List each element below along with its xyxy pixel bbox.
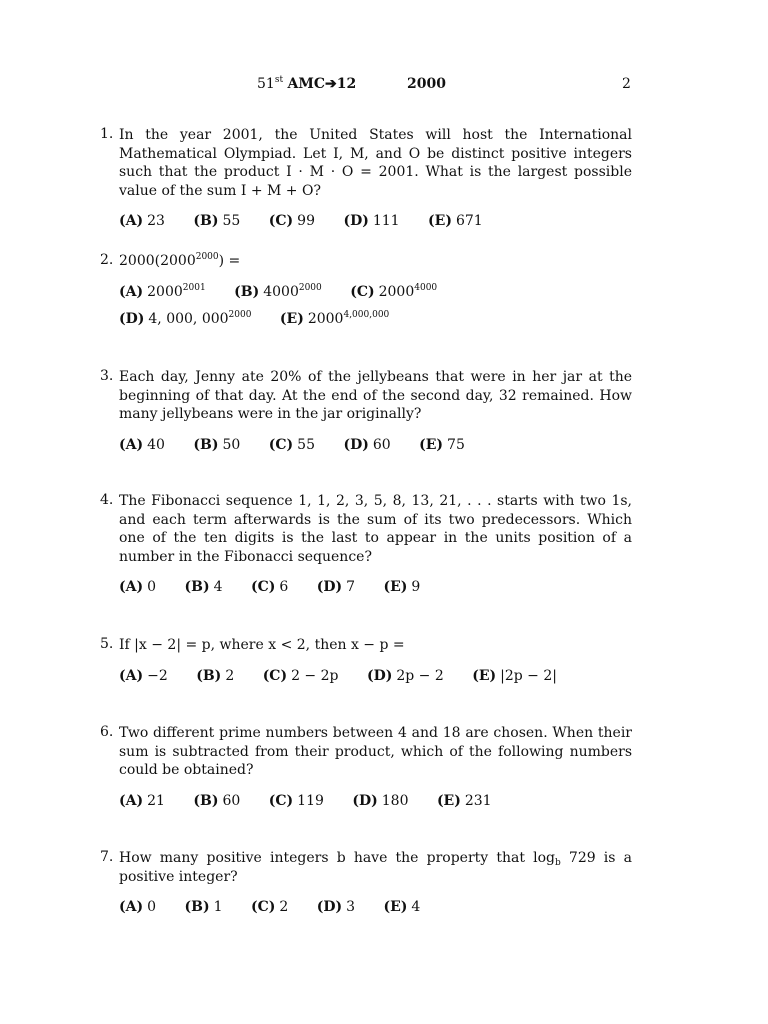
choice-d: (D) 180 [352,792,409,809]
problem-4 [100,492,632,596]
choice-c: (C) 2 − 2p [262,667,339,684]
answer-choices [119,436,632,454]
problem-number: 5. [100,636,114,652]
choice-e: (E) 671 [428,213,483,229]
choice-e: (E) 231 [436,792,492,809]
choice-b: (B) 4 [184,579,223,595]
problem-number: 6. [100,724,114,740]
problem-number: 7. [100,849,114,865]
contest-year: 2000 [407,76,446,92]
choice-d: (D) 4, 000, $000^{2000}$ [119,309,252,327]
problem-3 [100,368,632,454]
problem-2 [100,252,632,337]
page-number: 2 [622,76,631,92]
problem-number: 2. [100,252,114,268]
choice-a: (A) 40 [119,436,165,453]
contest-title: 51st AMC➔12 [257,75,357,92]
choice-c: (C) 6 [250,579,289,595]
choice-b: (B) 2 [196,667,235,684]
choice-c: (C) $2000^{4000}$ [350,282,438,300]
choice-c: (C) 2 [250,899,289,915]
problem-text: If |x − 2| = p, where x < 2, then x − p = [119,637,405,653]
choice-e: (E) 2000$^{4,000,000}$ [279,309,390,327]
choice-e: (E) 75 [419,436,465,453]
page-header [0,76,768,98]
problem-6 [100,724,632,810]
answer-choices [119,792,632,810]
choice-b: (B) $4000^{2000}$ [234,282,322,300]
problem-text: In the year 2001, the United States will host the International Mathematical Olympiad. Let I, M, and O be distinct positive integers such that the product I · M · O = 2001. What is the largest possible value of the sum I + M + O? [119,127,632,199]
problem-1 [100,126,632,230]
problem-7 [100,849,632,916]
answer-choices [119,283,632,328]
choice-a: (A) 23 [119,213,165,229]
answer-choices [119,212,632,230]
choice-d: (D) 2p − 2 [366,667,444,684]
problem-text: Two different prime numbers between 4 and 18 are chosen. When their sum is subtracted from their product, which of the following numbers could be obtained? [119,725,632,778]
choice-b: (B) 55 [193,213,241,229]
choice-a: (A) 0 [119,899,157,915]
problem-text: Each day, Jenny ate 20% of the jellybeans that were in her jar at the beginning of that day. At the end of the second day, 32 remained. How many jellybeans were in the jar originally? [119,369,632,422]
choice-a: (A) $2000^{2001}$ [119,282,206,300]
choice-b: (B) 50 [193,436,241,453]
choice-d: (D) 7 [316,579,356,595]
choice-d: (D) 3 [316,899,356,915]
problem-number: 1. [100,126,114,142]
answer-choices [119,898,632,916]
choice-a: (A) 0 [119,579,157,595]
choice-c: (C) 119 [268,792,324,809]
choice-d: (D) 60 [343,436,391,453]
choice-b: (B) 60 [193,792,241,809]
problem-number: 3. [100,368,114,384]
choice-d: (D) 111 [343,213,400,229]
problem-text: $2000(2000^{2000})$ = [119,252,241,269]
choice-c: (C) 55 [268,436,315,453]
answer-choices [119,667,632,685]
problem-5 [100,636,632,685]
choice-c: (C) 99 [268,213,315,229]
answer-choices [119,578,632,596]
choice-e: (E) 9 [383,579,421,595]
choice-b: (B) 1 [184,899,223,915]
problem-text: The Fibonacci sequence 1, 1, 2, 3, 5, 8, 13, 21, . . . starts with two 1s, and each term afterwards is the sum of its two predecessors. Which one of the ten digits is the last to appear in the units position of a number in the Fibonacci sequence? [119,493,632,565]
choice-e: (E) 4 [383,899,421,915]
problem-text: How many positive integers b have the property that $\log_b 729$ is a positive integer? [119,850,632,885]
choice-a: (A) −2 [119,667,168,684]
choice-a: (A) 21 [119,792,165,809]
choice-e: (E) |2p − 2| [472,667,557,684]
problem-number: 4. [100,492,114,508]
